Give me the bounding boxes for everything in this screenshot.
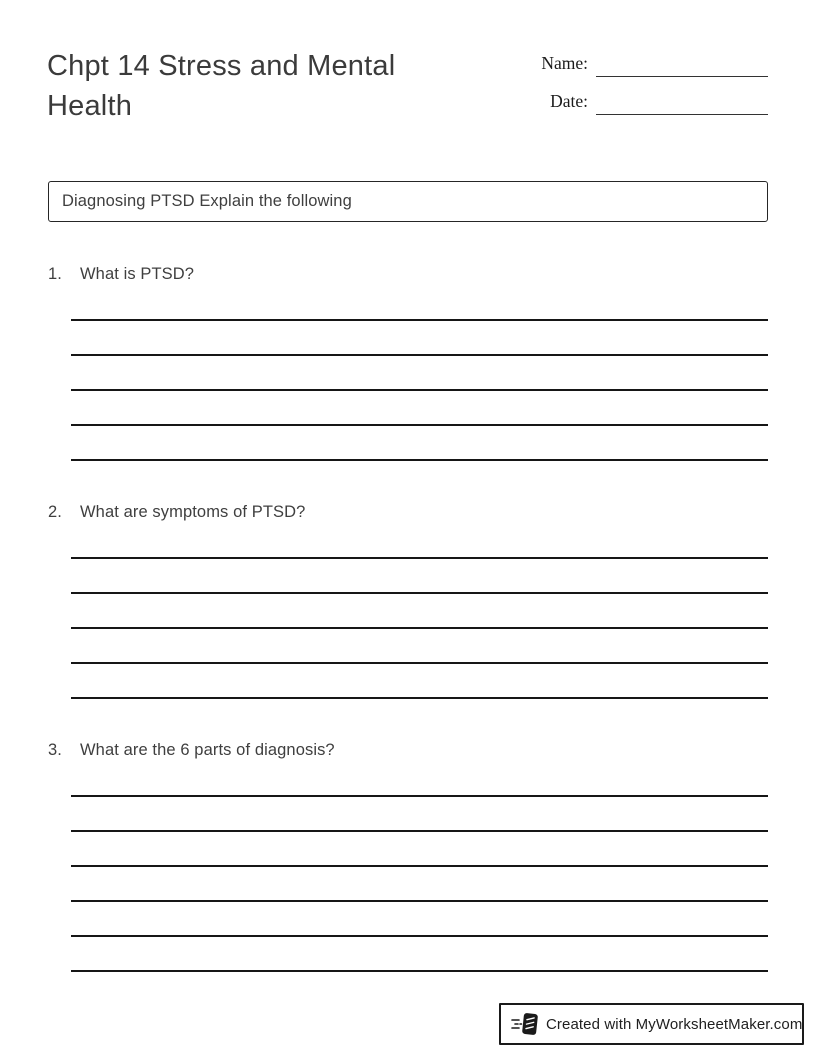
answer-line [71,865,768,867]
question-2-answer-lines [71,557,768,699]
answer-line [71,935,768,937]
answer-line [71,795,768,797]
credit-text: Created with MyWorksheetMaker.com [546,1015,803,1033]
answer-line [71,592,768,594]
answer-line [71,970,768,972]
section-instruction-text: Diagnosing PTSD Explain the following [62,192,352,210]
answer-line [71,662,768,664]
answer-line [71,389,768,391]
question-2-row [48,502,768,522]
date-field-row [550,91,768,115]
question-text: What are the 6 parts of diagnosis? [80,741,335,759]
answer-line [71,627,768,629]
worksheet-maker-credit-link[interactable] [499,1003,804,1045]
date-label: Date: [550,90,588,111]
flying-notebook-icon [511,1011,539,1037]
name-field-row [541,53,768,77]
question-text: What are symptoms of PTSD? [80,503,306,521]
answer-line [71,557,768,559]
question-1-answer-lines [71,319,768,461]
question-2 [48,502,768,699]
answer-line [71,697,768,699]
question-number: 3. [48,741,62,759]
answer-line [71,319,768,321]
question-text: What is PTSD? [80,265,195,283]
question-1 [48,264,768,461]
date-blank-line [596,91,768,115]
question-3-answer-lines [71,795,768,972]
answer-line [71,354,768,356]
section-instruction-box [48,181,768,222]
question-number: 2. [48,503,62,521]
answer-line [71,459,768,461]
question-3-row [48,740,768,760]
answer-line [71,830,768,832]
question-3 [48,740,768,972]
answer-line [71,424,768,426]
question-1-row [48,264,768,284]
name-blank-line [596,53,768,77]
page-title: Chpt 14 Stress and Mental Health [47,50,396,122]
question-number: 1. [48,265,62,283]
name-label: Name: [541,52,588,73]
answer-line [71,900,768,902]
